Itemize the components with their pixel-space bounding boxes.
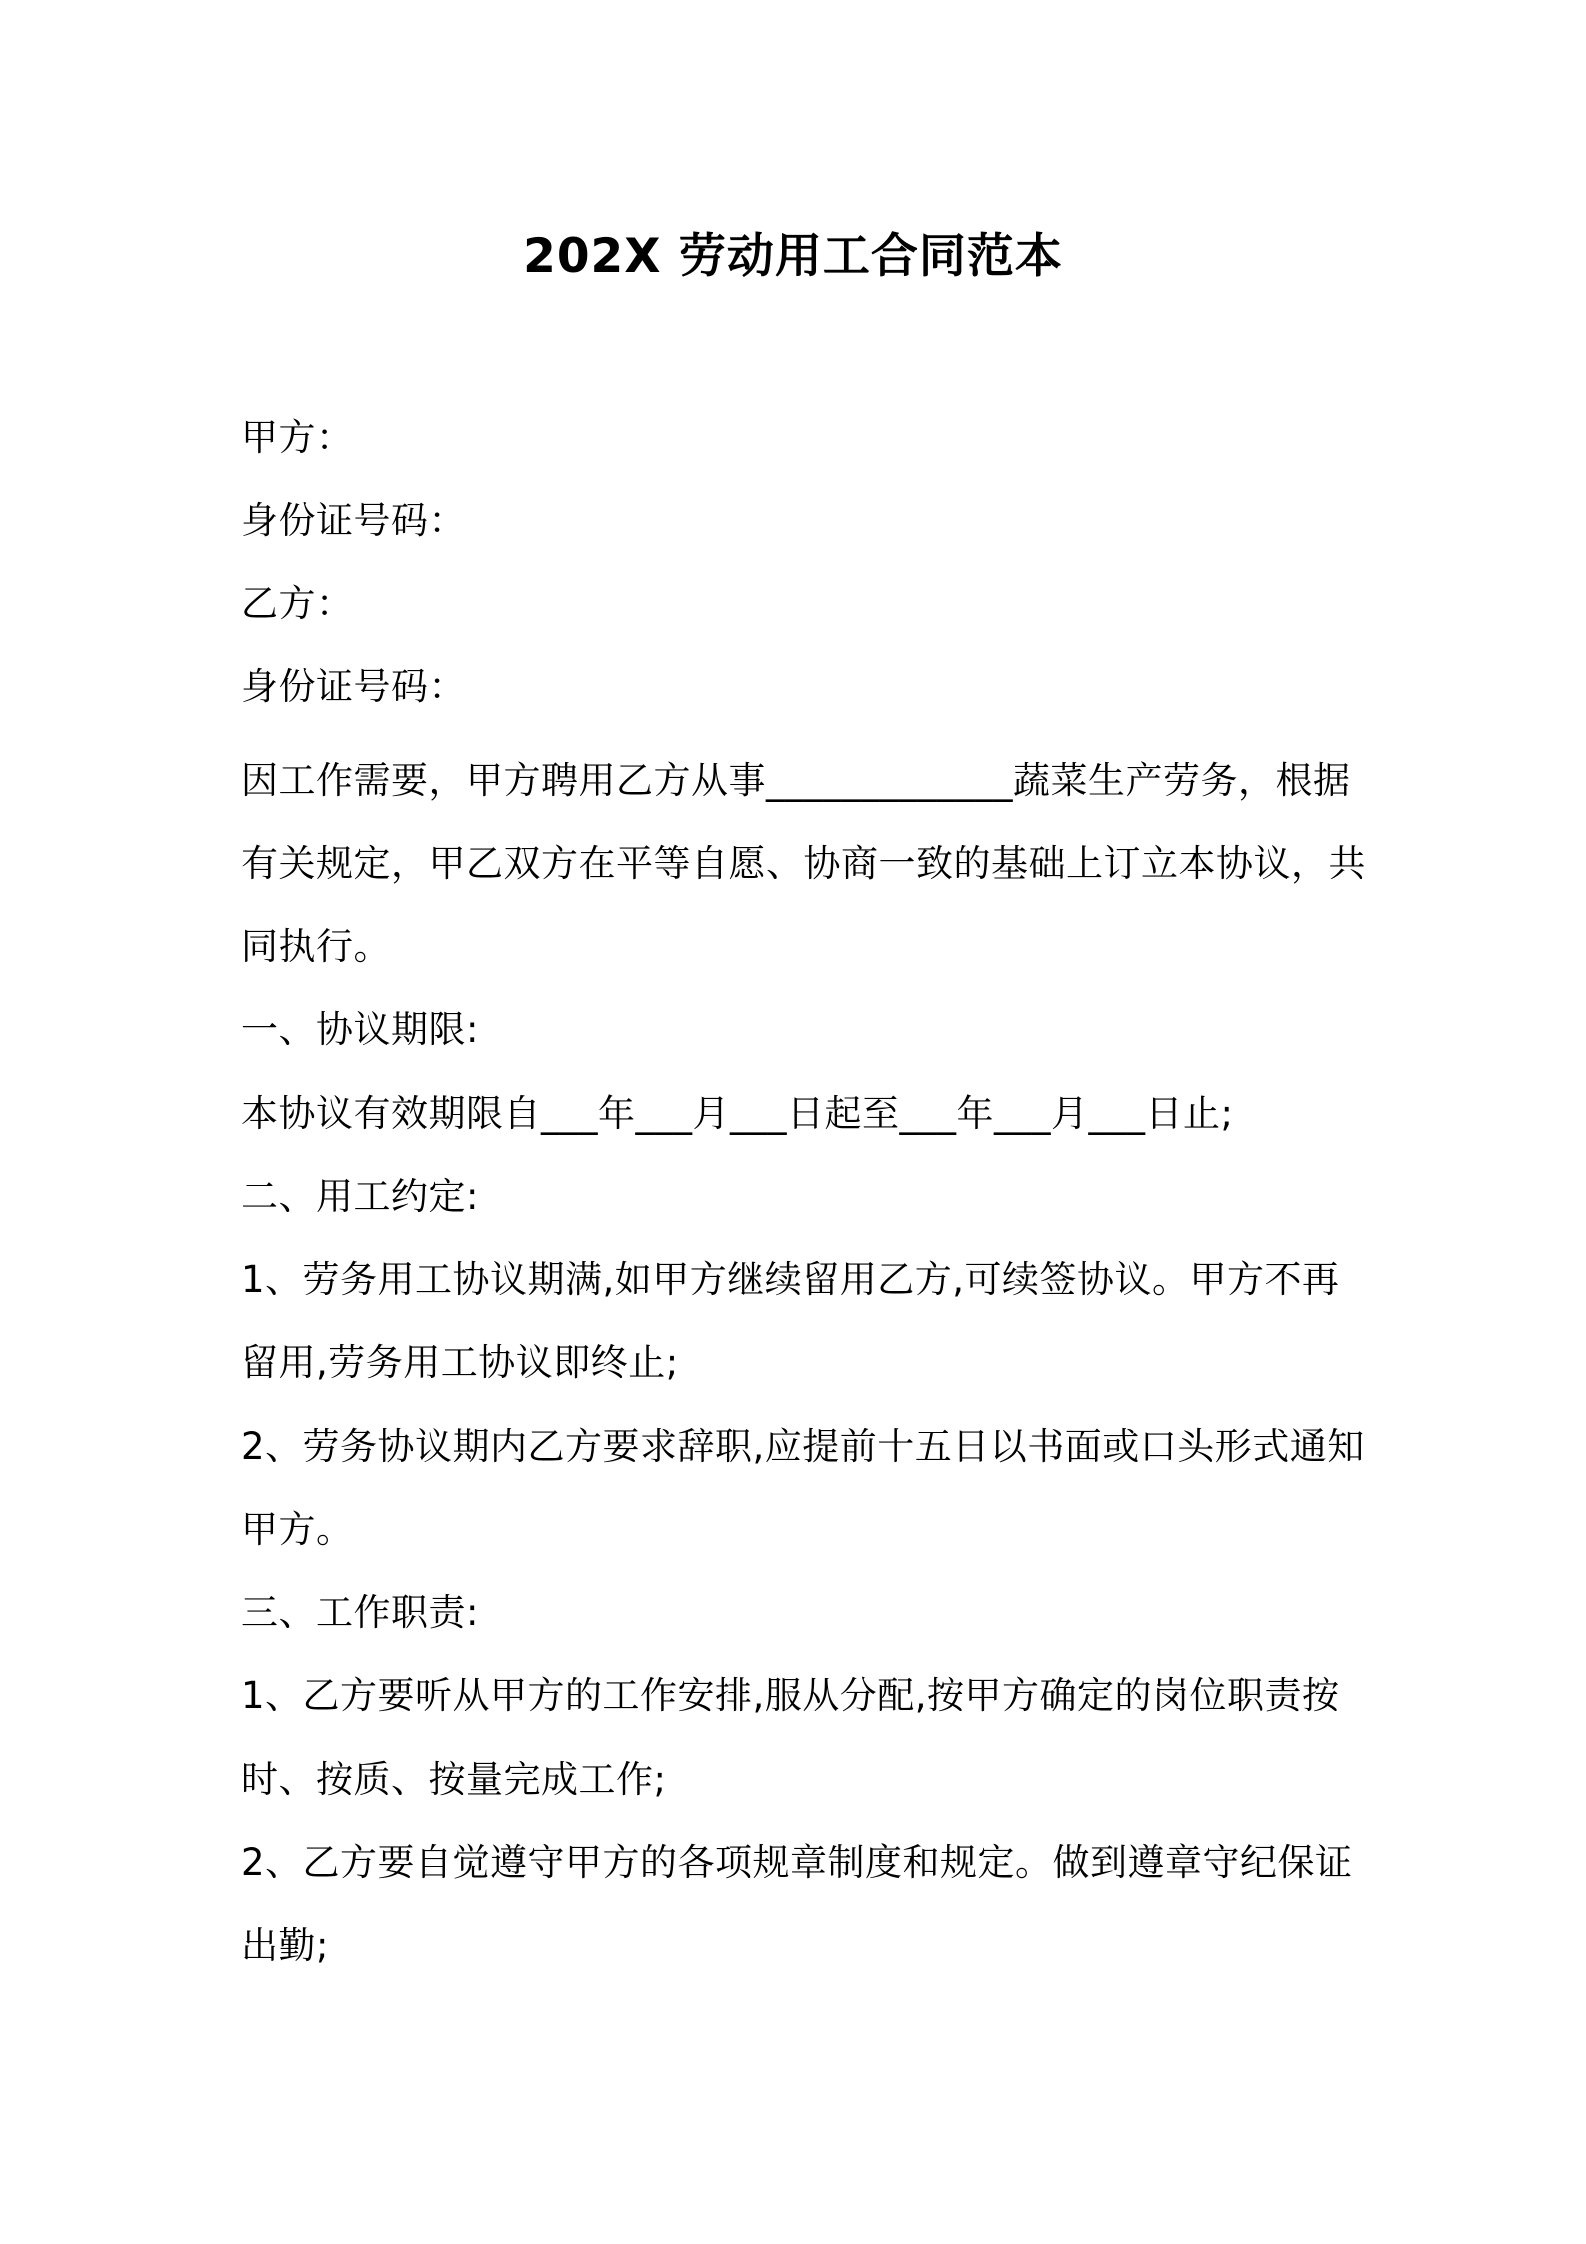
- section-item-line: 2、劳务协议期内乙方要求辞职,应提前十五日以书面或口头形式通知: [241, 1425, 1365, 1468]
- section-item-line: 1、劳务用工协议期满,如甲方继续留用乙方,可续签协议。甲方不再: [241, 1258, 1340, 1301]
- party-b-id-label: 身份证号码：: [241, 665, 466, 708]
- section-item-line: 时、按质、按量完成工作;: [241, 1758, 667, 1801]
- section-heading: 一、协议期限:: [241, 1008, 479, 1051]
- section-heading: 三、工作职责:: [241, 1591, 479, 1634]
- section-heading: 二、用工约定:: [241, 1175, 479, 1218]
- intro-line: 同执行。: [241, 925, 391, 968]
- party-a-label: 甲方：: [241, 416, 354, 459]
- intro-line: 有关规定，甲乙双方在平等自愿、协商一致的基础上订立本协议，共: [241, 842, 1366, 885]
- section-item-line: 2、乙方要自觉遵守甲方的各项规章制度和规定。做到遵章守纪保证: [241, 1841, 1353, 1884]
- intro-line: 因工作需要，甲方聘用乙方从事_____________蔬菜生产劳务，根据: [241, 759, 1351, 802]
- page-title: 202X 劳动用工合同范本: [523, 229, 1063, 284]
- party-b-label: 乙方：: [241, 582, 354, 625]
- party-a-id-label: 身份证号码：: [241, 499, 466, 542]
- section-item-line: 1、乙方要听从甲方的工作安排,服从分配,按甲方确定的岗位职责按: [241, 1674, 1340, 1717]
- section-item-line: 甲方。: [241, 1508, 354, 1551]
- section-item-line: 留用,劳务用工协议即终止;: [241, 1341, 679, 1384]
- section-text: 本协议有效期限自___年___月___日起至___年___月___日止;: [241, 1092, 1234, 1135]
- section-item-line: 出勤;: [241, 1924, 329, 1967]
